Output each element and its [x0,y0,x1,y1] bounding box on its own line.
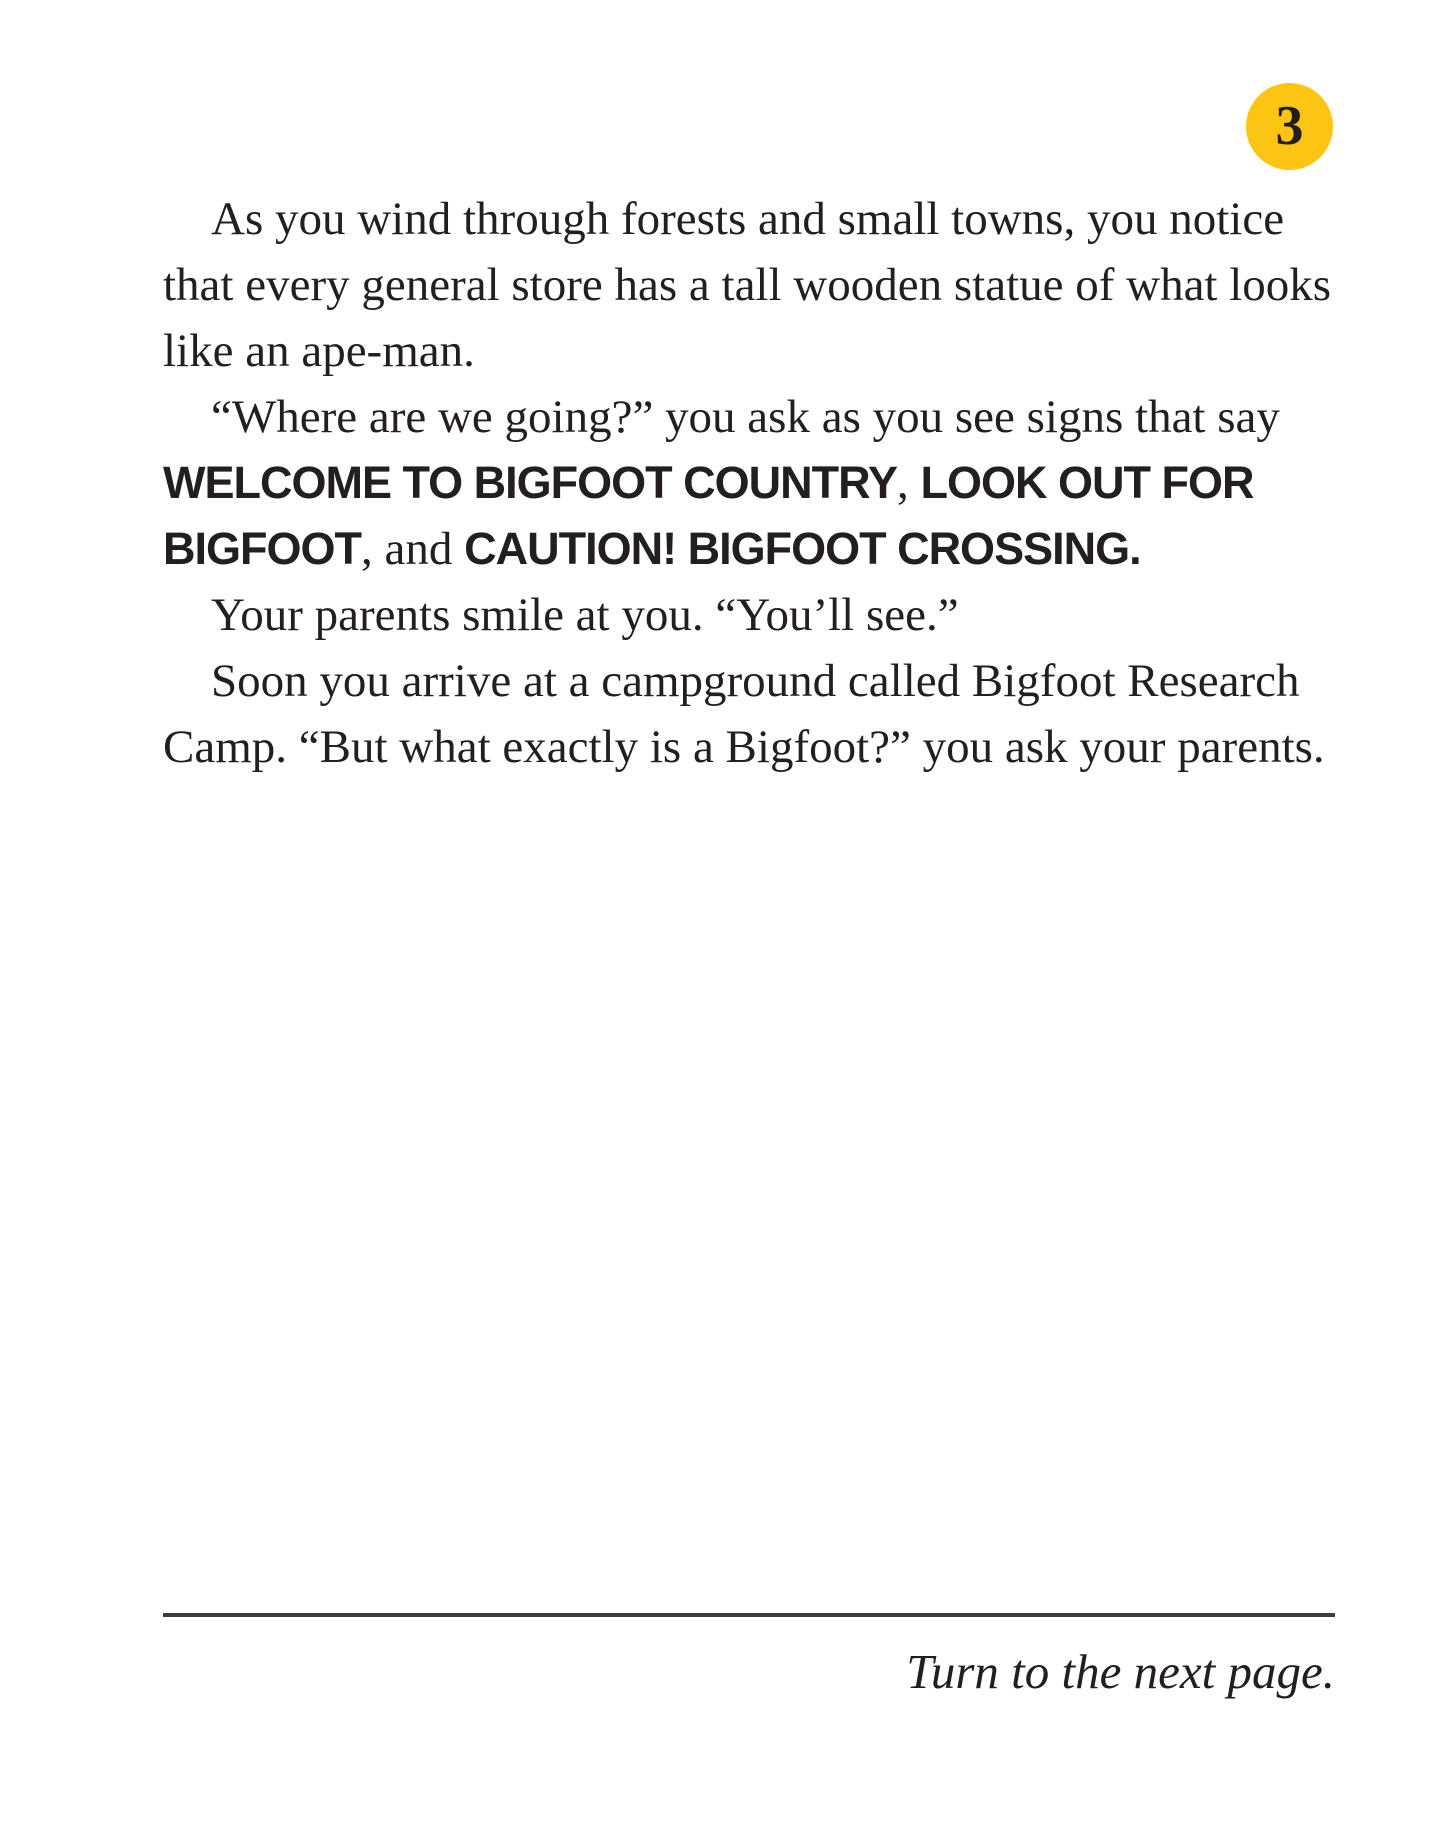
sign-text: CAUTION! BIGFOOT CROSSING. [464,523,1141,574]
page-number-badge [1246,83,1333,170]
sign-text: WELCOME TO BIGFOOT COUNTRY [163,457,897,508]
story-span: , and [360,523,465,575]
turn-page-instruction: Turn to the next page. [906,1644,1335,1699]
story-span: As you wind through forests and small towns, you notice that every general store has a tall wooden statue of what looks like an ape-man. [163,193,1332,377]
sign-text: LOOK OUT FOR BIGFOOT [163,457,1254,574]
page-number: 3 [1275,94,1304,157]
paragraph [163,582,1335,648]
paragraph [163,648,1335,780]
paragraph [163,186,1335,384]
paragraph [163,384,1335,582]
page-footer [163,1613,1335,1701]
story-span: Your parents smile at you. “You’ll see.” [211,589,959,641]
story-span: , [896,457,921,509]
story-text [163,186,1335,780]
footer-divider [163,1613,1335,1617]
story-span: “Where are we going?” you ask as you see signs that say [211,391,1280,443]
story-span: Soon you arrive at a campground called Bigfoot Research Camp. “But what exactly is a Bigfoot?” you ask your parents. [163,655,1325,773]
